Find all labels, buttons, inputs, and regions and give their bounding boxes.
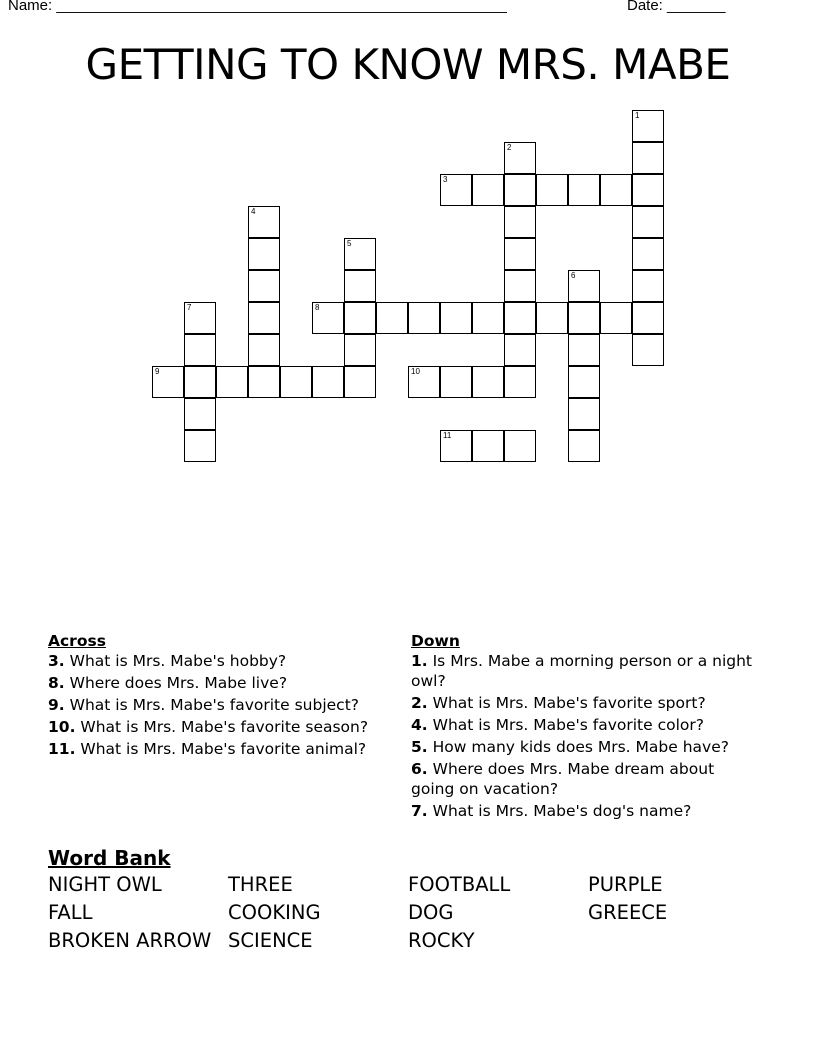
- crossword-cell[interactable]: [600, 302, 632, 334]
- clue-number: 8: [315, 303, 320, 312]
- crossword-cell[interactable]: [216, 366, 248, 398]
- crossword-cell[interactable]: [568, 430, 600, 462]
- crossword-cell[interactable]: [504, 174, 536, 206]
- crossword-cell[interactable]: [504, 302, 536, 334]
- clue-num: 5.: [411, 738, 428, 756]
- down-clue: [411, 651, 761, 691]
- crossword-cell[interactable]: [376, 302, 408, 334]
- clue-num: 7.: [411, 802, 428, 820]
- crossword-cell[interactable]: [344, 302, 376, 334]
- crossword-cell[interactable]: [568, 398, 600, 430]
- clue-number: 4: [251, 207, 256, 216]
- crossword-cell[interactable]: [440, 366, 472, 398]
- word-bank-item: ROCKY: [408, 929, 475, 952]
- clue-text: How many kids does Mrs. Mabe have?: [427, 738, 729, 756]
- across-clue: [48, 651, 398, 671]
- clue-number: 11: [443, 431, 452, 440]
- clue-text: What is Mrs. Mabe's hobby?: [64, 652, 287, 670]
- down-heading: Down: [411, 632, 460, 650]
- clue-num: 3.: [48, 652, 65, 670]
- crossword-cell[interactable]: [440, 174, 472, 206]
- clue-num: 9.: [48, 696, 65, 714]
- crossword-cell[interactable]: [184, 398, 216, 430]
- word-bank-item: SCIENCE: [228, 929, 313, 952]
- clue-num: 1.: [411, 652, 428, 670]
- clue-number: 3: [443, 175, 448, 184]
- crossword-cell[interactable]: [152, 366, 184, 398]
- crossword-cell[interactable]: [504, 270, 536, 302]
- crossword-cell[interactable]: [536, 174, 568, 206]
- crossword-cell[interactable]: [536, 302, 568, 334]
- crossword-cell[interactable]: [504, 430, 536, 462]
- crossword-cell[interactable]: [248, 238, 280, 270]
- crossword-cell[interactable]: [568, 334, 600, 366]
- crossword-cell[interactable]: [408, 366, 440, 398]
- crossword-cell[interactable]: [632, 142, 664, 174]
- crossword-cell[interactable]: [248, 302, 280, 334]
- clue-text: Where does Mrs. Mabe live?: [64, 674, 288, 692]
- down-clue: [411, 715, 761, 735]
- down-clue: [411, 801, 761, 821]
- across-clue: [48, 717, 398, 737]
- word-bank-item: FALL: [48, 901, 93, 924]
- crossword-cell[interactable]: [344, 334, 376, 366]
- clue-number: 5: [347, 239, 352, 248]
- crossword-cell[interactable]: [632, 174, 664, 206]
- crossword-cell[interactable]: [184, 334, 216, 366]
- crossword-cell[interactable]: [504, 238, 536, 270]
- across-clue: [48, 739, 398, 759]
- crossword-cell[interactable]: [568, 174, 600, 206]
- clue-text: What is Mrs. Mabe's favorite season?: [75, 718, 369, 736]
- crossword-cell[interactable]: [248, 366, 280, 398]
- clue-number: 1: [635, 111, 640, 120]
- date-field-label: Date: _______: [627, 0, 726, 14]
- crossword-cell[interactable]: [472, 174, 504, 206]
- word-bank-item: DOG: [408, 901, 454, 924]
- clue-num: 4.: [411, 716, 428, 734]
- clue-num: 6.: [411, 760, 428, 778]
- crossword-cell[interactable]: [504, 206, 536, 238]
- crossword-cell[interactable]: [312, 302, 344, 334]
- crossword-cell[interactable]: [408, 302, 440, 334]
- crossword-cell[interactable]: [312, 366, 344, 398]
- crossword-cell[interactable]: [248, 206, 280, 238]
- crossword-cell[interactable]: [504, 334, 536, 366]
- word-bank-item: FOOTBALL: [408, 873, 511, 896]
- crossword-cell[interactable]: [632, 238, 664, 270]
- crossword-cell[interactable]: [248, 334, 280, 366]
- down-clue: [411, 759, 761, 799]
- clue-number: 7: [187, 303, 192, 312]
- clue-num: 8.: [48, 674, 65, 692]
- crossword-cell[interactable]: [440, 302, 472, 334]
- down-clue: [411, 693, 761, 713]
- crossword-cell[interactable]: [632, 334, 664, 366]
- page-title: GETTING TO KNOW MRS. MABE: [85, 40, 731, 89]
- clue-number: 10: [411, 367, 420, 376]
- clue-num: 2.: [411, 694, 428, 712]
- across-heading: Across: [48, 632, 106, 650]
- crossword-cell[interactable]: [280, 366, 312, 398]
- clue-text: What is Mrs. Mabe's favorite sport?: [427, 694, 706, 712]
- crossword-cell[interactable]: [632, 110, 664, 142]
- word-bank-item: PURPLE: [588, 873, 663, 896]
- clue-text: What is Mrs. Mabe's dog's name?: [427, 802, 692, 820]
- crossword-cell[interactable]: [248, 270, 280, 302]
- crossword-cell[interactable]: [632, 206, 664, 238]
- across-clue: [48, 695, 398, 715]
- clue-text: What is Mrs. Mabe's favorite color?: [427, 716, 704, 734]
- crossword-cell[interactable]: [184, 366, 216, 398]
- crossword-cell[interactable]: [184, 302, 216, 334]
- clue-text: Is Mrs. Mabe a morning person or a night owl?: [411, 652, 752, 690]
- crossword-cell[interactable]: [568, 270, 600, 302]
- word-bank-item: BROKEN ARROW: [48, 929, 212, 952]
- crossword-cell[interactable]: [472, 302, 504, 334]
- crossword-cell[interactable]: [600, 174, 632, 206]
- crossword-cell[interactable]: [568, 366, 600, 398]
- crossword-cell[interactable]: [184, 430, 216, 462]
- crossword-cell[interactable]: [472, 430, 504, 462]
- word-bank-item: COOKING: [228, 901, 321, 924]
- clue-number: 2: [507, 143, 512, 152]
- crossword-cell[interactable]: [632, 270, 664, 302]
- down-clues: [411, 631, 761, 823]
- crossword-cell[interactable]: [472, 366, 504, 398]
- across-clue: [48, 673, 398, 693]
- crossword-cell[interactable]: [344, 238, 376, 270]
- crossword-cell[interactable]: [504, 142, 536, 174]
- clue-text: What is Mrs. Mabe's favorite animal?: [75, 740, 367, 758]
- word-bank-item: NIGHT OWL: [48, 873, 162, 896]
- crossword-cell[interactable]: [504, 366, 536, 398]
- word-bank-heading: Word Bank: [48, 846, 171, 870]
- across-clues: [48, 631, 398, 761]
- crossword-cell[interactable]: [344, 270, 376, 302]
- name-field-label: Name: ______________________________________________________: [8, 0, 507, 14]
- crossword-cell[interactable]: [440, 430, 472, 462]
- word-bank-item: GREECE: [588, 901, 668, 924]
- clue-number: 6: [571, 271, 576, 280]
- crossword-cell[interactable]: [632, 302, 664, 334]
- clue-num: 10.: [48, 718, 76, 736]
- clue-number: 9: [155, 367, 160, 376]
- clue-text: What is Mrs. Mabe's favorite subject?: [64, 696, 359, 714]
- clue-text: Where does Mrs. Mabe dream about going on vacation?: [411, 760, 715, 798]
- word-bank-item: THREE: [228, 873, 293, 896]
- clue-num: 11.: [48, 740, 76, 758]
- crossword-cell[interactable]: [568, 302, 600, 334]
- down-clue: [411, 737, 761, 757]
- crossword-cell[interactable]: [344, 366, 376, 398]
